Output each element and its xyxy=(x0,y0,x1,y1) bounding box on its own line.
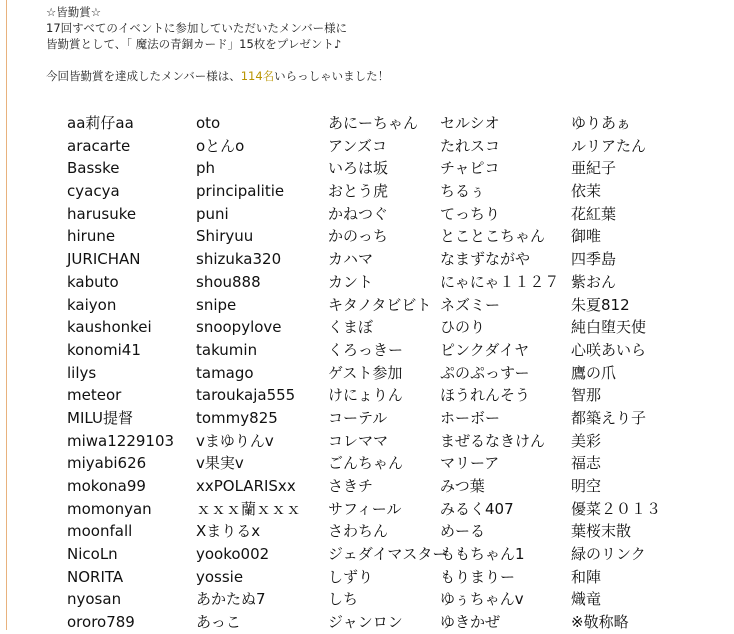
member-name: oto xyxy=(196,114,221,132)
award-description-line2: 皆勤賞として、「 魔法の青銅カード」15枚をプレゼント♪ xyxy=(46,37,342,51)
member-name: なまずながや xyxy=(440,250,531,269)
member-column-4 xyxy=(440,112,559,634)
member-name: snoopylove xyxy=(196,318,282,337)
member-name: moonfall xyxy=(67,522,133,541)
member-name: ゲスト参加 xyxy=(328,363,403,382)
member-name: NicoLn xyxy=(67,545,118,564)
member-name: shizuka320 xyxy=(196,250,282,269)
member-name: めーる xyxy=(440,522,486,541)
member-name: 熾竜 xyxy=(571,590,602,609)
member-name: みるく407 xyxy=(440,499,514,518)
member-name: さきチ xyxy=(328,477,374,495)
member-name: kabuto xyxy=(67,272,119,291)
member-name: ホーボー xyxy=(440,408,501,427)
member-name: カハマ xyxy=(328,250,374,269)
member-name: 和陣 xyxy=(571,567,602,586)
member-name: かのっち xyxy=(328,227,388,246)
member-name: 花紅葉 xyxy=(571,204,617,223)
member-name: MILU提督 xyxy=(67,408,133,427)
member-name: momonyan xyxy=(67,499,152,518)
member-name: 美彩 xyxy=(571,431,602,450)
member-name: 依茉 xyxy=(571,182,602,201)
member-name: meteor xyxy=(67,386,122,405)
member-name: shou888 xyxy=(196,272,261,291)
member-name: konomi41 xyxy=(67,340,141,359)
member-name: mokona99 xyxy=(67,477,146,495)
member-name: NORITA xyxy=(67,567,124,586)
member-name: yossie xyxy=(196,567,244,586)
award-title: ☆皆勤賞☆ xyxy=(46,5,102,19)
achiever-count: 114名 xyxy=(240,69,275,83)
member-name: lilys xyxy=(67,363,97,382)
member-name: とことこちゃん xyxy=(440,227,546,246)
member-name: 御唯 xyxy=(571,227,602,246)
member-name: 明空 xyxy=(571,477,602,495)
member-name: 優菜２０１３ xyxy=(571,499,662,518)
member-name: ネズミー xyxy=(440,295,501,314)
member-name: nyosan xyxy=(67,590,122,609)
member-name: JURICHAN xyxy=(67,250,141,269)
member-name: yooko002 xyxy=(196,545,270,564)
member-name: ひのり xyxy=(440,318,486,337)
member-name: Shiryuu xyxy=(196,227,254,246)
member-name: kaiyon xyxy=(67,295,117,314)
member-name: てっちり xyxy=(440,204,501,223)
member-name: ルリアたん xyxy=(571,136,647,155)
left-border-rule xyxy=(6,0,7,630)
member-name: 緑のリンク xyxy=(571,545,646,564)
member-name: チャピコ xyxy=(440,159,500,178)
member-name: あっこ xyxy=(196,613,241,632)
member-name: くろっきー xyxy=(328,340,404,359)
member-name: kaushonkei xyxy=(67,318,152,337)
member-name: ごんちゃん xyxy=(328,454,404,473)
member-name: サフィール xyxy=(328,499,402,518)
member-name: miwa1229103 xyxy=(67,431,175,450)
member-name: 葉桜末散 xyxy=(571,522,632,541)
member-name: たれスコ xyxy=(440,136,501,155)
member-name: Basske xyxy=(67,159,120,178)
announcement-suffix: いらっしゃいました！ xyxy=(274,69,390,83)
member-name: ph xyxy=(196,159,216,178)
member-name: hirune xyxy=(67,227,116,246)
member-name: 福志 xyxy=(571,454,602,473)
member-name: cyacya xyxy=(67,182,120,201)
member-name: 純白堕天使 xyxy=(571,318,647,337)
member-name: しち xyxy=(328,590,359,609)
member-name: 心咲あいら xyxy=(571,340,647,359)
member-name: 亜紀子 xyxy=(571,159,617,178)
member-name: 朱夏812 xyxy=(571,295,630,314)
member-name: さわちん xyxy=(328,522,389,541)
member-name: ももちゃん1 xyxy=(440,545,525,564)
member-name: taroukaja555 xyxy=(196,386,296,405)
member-name: ゆきかぜ xyxy=(440,613,501,632)
member-name: コーテル xyxy=(328,408,388,427)
member-name: キタノタビビト xyxy=(328,295,432,314)
member-name: 都築えり子 xyxy=(571,408,647,427)
member-name: 智那 xyxy=(571,386,602,405)
member-name: いろは坂 xyxy=(328,159,389,178)
member-name: ぷのぷっすー xyxy=(440,363,530,382)
member-name: ゆりあぁ xyxy=(571,114,631,132)
member-name: セルシオ xyxy=(440,114,500,132)
member-name: みつ葉 xyxy=(440,477,485,495)
member-name: oとんo xyxy=(196,136,245,155)
member-name: ピンクダイヤ xyxy=(440,340,530,359)
member-name: あかたぬ7 xyxy=(196,590,266,609)
member-name: ororo789 xyxy=(67,613,135,632)
member-name: ジャンロン xyxy=(328,613,403,632)
member-name: おとう虎 xyxy=(328,182,389,201)
member-name: tamago xyxy=(196,363,254,382)
member-name: あにーちゃん xyxy=(328,114,419,132)
member-name: もりまりー xyxy=(440,567,516,586)
member-name: ほうれんそう xyxy=(440,386,531,405)
member-name: まぜるなきけん xyxy=(440,431,546,450)
member-name: かねつぐ xyxy=(328,204,389,223)
member-name: xxPOLARISxx xyxy=(196,477,296,495)
member-name: くまぼ xyxy=(328,318,374,337)
member-name: vまゆりんv xyxy=(196,431,274,450)
award-header xyxy=(46,4,347,52)
achiever-announcement xyxy=(46,68,389,84)
member-name: tommy825 xyxy=(196,408,278,427)
member-name: miyabi626 xyxy=(67,454,147,473)
member-column-5 xyxy=(571,112,661,634)
member-column-3 xyxy=(328,112,447,634)
member-name: takumin xyxy=(196,340,258,359)
member-name: しずり xyxy=(328,567,374,586)
award-description-line1: 17回すべてのイベントに参加していただいたメンバー様に xyxy=(46,21,348,35)
member-name: 鷹の爪 xyxy=(571,363,617,382)
member-name: カント xyxy=(328,272,374,291)
member-name: aracarte xyxy=(67,136,131,155)
member-name: アンズコ xyxy=(328,136,387,155)
announcement-prefix: 今回皆勤賞を達成したメンバー様は、 xyxy=(46,69,241,83)
member-name: Xまりるx xyxy=(196,522,261,541)
member-column-2 xyxy=(196,112,301,634)
member-name: harusuke xyxy=(67,204,137,223)
member-name: ｘｘｘ蘭ｘｘｘ xyxy=(196,499,302,518)
member-name: 紫おん xyxy=(571,272,617,291)
member-name: snipe xyxy=(196,295,237,314)
member-name: ※敬称略 xyxy=(571,613,629,632)
member-name: 四季島 xyxy=(571,250,617,269)
member-name: puni xyxy=(196,204,229,223)
member-name: principalitie xyxy=(196,182,285,201)
member-name: ゆぅちゃんv xyxy=(440,590,524,609)
member-name: マリーア xyxy=(440,454,500,473)
member-name: v果実v xyxy=(196,454,244,473)
member-name: けにょりん xyxy=(328,386,403,405)
member-name: aa莉仔aa xyxy=(67,114,134,132)
member-name: ちるぅ xyxy=(440,182,486,201)
member-name: ジェダイマスター xyxy=(328,545,448,564)
member-name: コレママ xyxy=(328,431,389,450)
member-column-1 xyxy=(67,112,174,634)
member-name: にゃにゃ１１２７ xyxy=(440,272,560,291)
